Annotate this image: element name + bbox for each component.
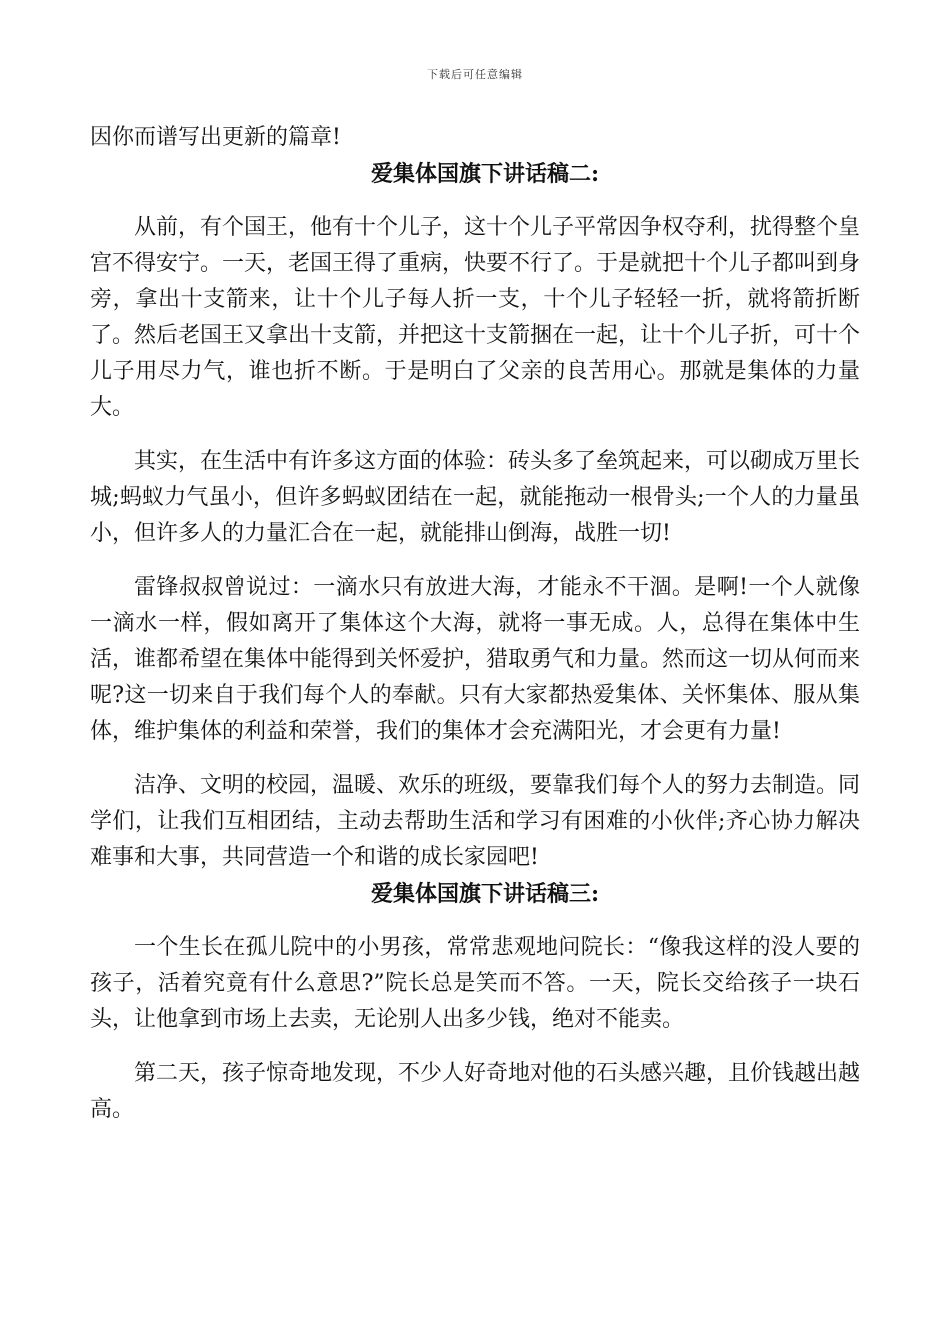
paragraph-continuation: 因你而谱写出更新的篇章! (90, 125, 341, 150)
paragraph-next-day: 第二天，孩子惊奇地发现，不少人好奇地对他的石头感兴趣，且价钱越出越高。 (90, 1061, 861, 1122)
paragraph-orphan-story: 一个生长在孤儿院中的小男孩，常常悲观地问院长：“像我这样的没人要的孩子，活着究竟有什么意思?”院长总是笑而不答。一天，院长交给孩子一块石头，让他拿到市场上去卖，无论别人出多少钱，绝对不能卖。 (90, 935, 860, 1032)
section-heading-two: 爱集体国旗下讲话稿二: (370, 161, 600, 187)
paragraph-life-examples: 其实，在生活中有许多这方面的体验：砖头多了垒筑起来，可以砌成万里长城;蚂蚁力气虽小，但许多蚂蚁团结在一起，就能拖动一根骨头;一个人的力量虽小，但许多人的力量汇合在一起，就能排山倒海，战胜一切! (90, 449, 861, 546)
document-body (90, 120, 860, 1128)
paragraph-king-story: 从前，有个国王，他有十个儿子，这十个儿子平常因争权夺利，扰得整个皇宫不得安宁。一天，老国王得了重病，快要不行了。于是就把十个儿子都叫到身旁，拿出十支箭来，让十个儿子每人折一支，十个儿子轻轻一折，就将箭折断了。然后老国王又拿出十支箭，并把这十支箭捆在一起，让十个儿子折，可十个儿子用尽力气，谁也折不断。于是明白了父亲的良苦用心。那就是集体的力量大。 (90, 215, 861, 420)
paragraph-leifeng-quote: 雷锋叔叔曾说过：一滴水只有放进大海，才能永不干涸。是啊!一个人就像一滴水一样，假如离开了集体这个大海，就将一事无成。人，总得在集体中生活，谁都希望在集体中能得到关怀爱护，猎取勇气和力量。然而这一切从何而来呢?这一切来自于我们每个人的奉献。只有大家都热爱集体、关怀集体、服从集体，维护集体的利益和荣誉，我们的集体才会充满阳光，才会更有力量! (90, 575, 861, 744)
section-heading-three: 爱集体国旗下讲话稿三: (370, 881, 600, 907)
paragraph-school-call: 洁净、文明的校园，温暖、欢乐的班级，要靠我们每个人的努力去制造。同学们，让我们互相团结，主动去帮助生活和学习有困难的小伙伴;齐心协力解决难事和大事，共同营造一个和谐的成长家园吧! (90, 773, 861, 870)
header-note: 下载后可任意编辑 (427, 68, 523, 81)
